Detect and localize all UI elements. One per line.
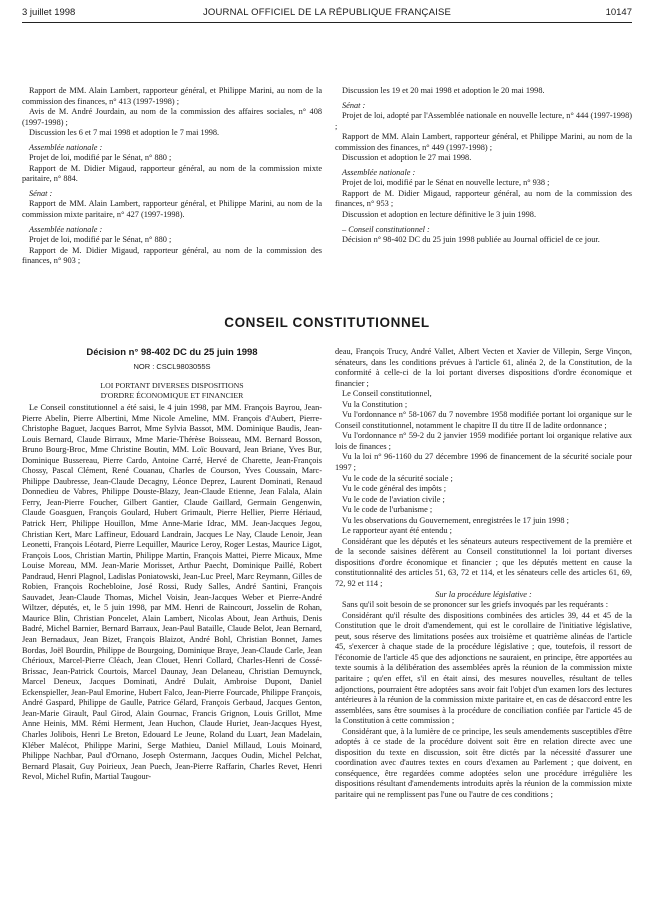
paragraph: Vu la Constitution ; <box>342 399 408 409</box>
paragraph: Vu les observations du Gouvernement, enregistrées le 17 juin 1998 ; <box>342 515 569 525</box>
top-left-column <box>22 86 322 267</box>
section-heading: Assemblée nationale : <box>342 167 416 177</box>
section-heading: Sénat : <box>29 188 53 198</box>
loi-title-line-2: D'ORDRE ÉCONOMIQUE ET FINANCIER <box>100 391 244 400</box>
paragraph: Considérant que les députés et les sénateurs auteurs respectivement de la première et de la seconde saisines défèrent au Conseil constitutionnel la loi portant diverses dispositions d'ordre économique et financier ; que les députés mettent en cause la constitutionnalité des articles 51, 63, 72 et 114, et les sénateurs celle des articles 61, 69, 72, 92 et 114 ; <box>335 536 632 589</box>
paragraph: Rapport de MM. Alain Lambert, rapporteur général, et Philippe Marini, au nom de la commission des finances, n° 413 (1997-1998) ; <box>22 86 322 106</box>
paragraph: Projet de loi, modifié par le Sénat, n° 880 ; <box>29 235 172 245</box>
paragraph: Le rapporteur ayant été entendu ; <box>342 526 452 536</box>
paragraph: Vu le code de l'aviation civile ; <box>342 494 445 504</box>
section-heading: Sur la procédure législative : <box>435 589 532 599</box>
bottom-right-column <box>335 347 632 801</box>
section-heading: Sénat : <box>342 100 366 110</box>
paragraph: Vu le code général des impôts ; <box>342 484 447 494</box>
paragraph: Vu le code de l'urbanisme ; <box>342 505 433 515</box>
paragraph: Discussion et adoption le 27 mai 1998. <box>342 153 472 163</box>
paragraph: Le Conseil constitutionnel a été saisi, le 4 juin 1998, par MM. François Bayrou, Jean-Pierre Abelin, Pierre Albertini, Mme Nicole Ameline, MM. François d'Aubert, Pierre-Christophe Baguet, Jacques Barrot, Mme Sylvia Bassot, MM. Dominique Baudis, Jean-Louis Bernard, Claude Birraux, Mme Marie-Thérèse Boisseau, MM. Bernard Bosson, Bruno Bourg-Broc, Mme Christine Boutin, MM. Loïc Bouvard, Jean Briane, Yves Bur, Dominique Bussereau, Pierre Cardo, Antoine Carré, Hervé de Charette, Jean-François Chossy, Pascal Clément, René Couanau, Charles de Courson, Yves Coussain, Marc-Philippe Daubresse, Jean-Claude Decagny, Léonce Deprez, Laurent Dominati, Renaud Donnedieu de Vabres, Philippe Douste-Blazy, Jean-Claude Etienne, Jean Falala, Alain Ferry, Jean-Pierre Foucher, Gilbert Gantier, Claude Gaillard, Germain Gengenwin, Claude Goasguen, François Goulard, Hubert Grimault, Pierre Hellier, Pierre Hériaud, Patrick Herr, Philippe Houillon, Mme Anne-Marie Idrac, MM. Jean-Jacques Jegou, Christian Kert, Marc Laffineur, Edouard Landrain, Jacques Le Nay, Claude Lenoir, Jean Leonetti, François Léotard, Pierre Lequiller, Maurice Leroy, Roger Lestas, Maurice Ligot, François Loos, Christian Martin, Philippe Martin, François Mattei, Pierre Micaux, Mme Louise Moreau, MM. Jean-Marie Morisset, Arthur Paecht, Dominique Paillé, Robert Pandraud, Henri Plagnol, Ladislas Poniatowski, Jean-Luc Preel, Marc Reymann, Gilles de Robien, François Rochebloine, José Rossi, Rudy Salles, André Santini, François Sauvadet, Jean-Claude Thomas, Michel Voisin, Jean-Jacques Weber et Pierre-André Wiltzer, députés, et, le 5 juin 1998, par MM. Henri de Raincourt, Josselin de Rohan, Maurice Blin, Christian Poncelet, Alain Lambert, Nicolas About, Jean Arthuis, Denis Badré, Michel Barnier, Bernard Barraux, Jean-Paul Bataille, Claude Belot, Jean Bernard, Jean Bernadaux, Jean Bizet, François Blaizot, André Bohl, Christian Bonnet, James Bordas, Joël Bourdin, Philippe de Bourgoing, Dominique Braye, Jean-Claude Carle, Jean Chérioux, Marcel-Pierre Cléach, Jean Clouet, Henri Collard, Charles-Henri de Cossé-Brissac, Jean-Patrick Courtois, Marcel Daunay, Jean Delaneau, Christian Demuynck, Marcel Deneux, Jacques Dominati, André Dulait, Ambroise Dupont, Daniel Eckenspieller, Jean-Paul Emorine, Hubert Falco, Jean-Pierre Fourcade, Philippe François, André Gaspard, Philippe de Gaulle, Patrice Gélard, François Gerbaud, Jacques Genton, Jean-Marie Girault, Paul Girod, Alain Gournac, Francis Grignon, Louis Grillot, Mme Anne Heinis, MM. Rémi Herment, Jean Huchon, Claude Huriet, Jean-Jacques Hyest, Charles Jolibois, Henri Le Breton, Edouard Le Jeune, Roland du Luart, Jean Madelain, Kléber Malécot, Philippe Marini, Serge Mathieu, Daniel Millaud, Louis Moinard, Philippe Nachbar, Paul d'Ornano, Joseph Ostermann, Jacques Oudin, Michel Pelchat, Bernard Plasait, Guy Poirieux, Jean Puech, Jean-Pierre Raffarin, Charles Revet, Henri Revol, Michel Rufin, Martial Taugour- <box>22 403 322 782</box>
page-header <box>22 7 632 23</box>
paragraph: Discussion les 19 et 20 mai 1998 et adoption le 20 mai 1998. <box>342 86 545 95</box>
loi-title <box>22 381 322 401</box>
paragraph: Le Conseil constitutionnel, <box>342 389 432 399</box>
paragraph: Rapport de M. Didier Migaud, rapporteur général, au nom de la commission mixte paritaire, n° 884. <box>22 163 322 184</box>
bottom-left-column <box>22 403 322 783</box>
section-heading: Assemblée nationale : <box>29 224 103 234</box>
section-title: CONSEIL CONSTITUTIONNEL <box>224 315 430 330</box>
header-rule <box>22 22 632 23</box>
paragraph: Discussion et adoption en lecture définitive le 3 juin 1998. <box>342 210 537 220</box>
header-date: 3 juillet 1998 <box>22 7 76 18</box>
paragraph: Décision n° 98-402 DC du 25 juin 1998 publiée au Journal officiel de ce jour. <box>342 235 600 245</box>
nor-reference: NOR : CSCL9803055S <box>133 362 211 371</box>
paragraph: Projet de loi, adopté par l'Assemblée nationale en nouvelle lecture, n° 444 (1997-1998) ; <box>335 111 632 131</box>
paragraph: Vu la loi n° 96-1160 du 27 décembre 1996 de financement de la sécurité sociale pour 1997 ; <box>335 452 632 473</box>
paragraph: Considérant que, à la lumière de ce principe, les seuls amendements susceptibles d'être adoptés à ce stade de la procédure doivent soit être en relation directe avec une disposition du texte en discussion, soit être dictés par la nécessité d'assurer une coordination avec d'autres textes en cours d'examen au Parlement ; que doivent, en conséquence, être regardées comme adoptées selon une procédure irrégulière les dispositions résultant d'amendements introduits après la réunion de la commission mixte paritaire qui ne remplissent pas l'une ou l'autre de ces conditions ; <box>335 726 632 799</box>
paragraph: Considérant qu'il résulte des dispositions combinées des articles 39, 44 et 45 de la Constitution que le droit d'amendement, qui est le corollaire de l'initiative législative, peut, sous réserve des limitations posées aux troisième et quatrième alinéas de l'article 45, s'exercer à chaque stade de la procédure législative ; que, toutefois, il ressort de l'économie de l'article 45 que des adjonctions ne sauraient, en principe, être apportées au texte soumis à la délibération des assemblées après la réunion de la commission mixte paritaire ; qu'en effet, s'il en était ainsi, des mesures nouvelles, résultant de telles adjonctions, pourraient être adoptées sans avoir fait l'objet d'un examen lors des lectures antérieures à la réunion de la commission mixte paritaire et, en cas de désaccord entre les assemblées, sans être soumises à la procédure de conciliation confiée par l'article 45 de la Constitution à cette commission ; <box>335 610 632 726</box>
paragraph: Rapport de M. Didier Migaud, rapporteur général, au nom de la commission des finances, n° 903 ; <box>22 245 322 266</box>
paragraph: deau, François Trucy, André Vallet, Albert Vecten et Xavier de Villepin, Serge Vinçon, sénateurs, dans les conditions prévues à l'article 61, alinéa 2, de la Constitution, de la conformité à celle-ci de la loi portant diverses dispositions d'ordre économique et financier ; <box>335 347 632 388</box>
section-heading: – Conseil constitutionnel : <box>342 224 430 234</box>
paragraph: Discussion les 6 et 7 mai 1998 et adoption le 7 mai 1998. <box>29 128 220 138</box>
header-page-number: 10147 <box>605 7 632 18</box>
paragraph: Avis de M. André Jourdain, au nom de la commission des affaires sociales, n° 408 (1997-1998) ; <box>22 107 322 127</box>
paragraph: Vu l'ordonnance n° 58-1067 du 7 novembre 1958 modifiée portant loi organique sur le Conseil constitutionnel, notamment le chapitre II du titre II de ladite ordonnance ; <box>335 410 632 430</box>
paragraph: Rapport de MM. Alain Lambert, rapporteur général, et Philippe Marini, au nom de la commission mixte paritaire, n° 427 (1997-1998). <box>22 199 322 220</box>
decision-title: Décision n° 98-402 DC du 25 juin 1998 <box>86 347 258 358</box>
paragraph: Vu le code de la sécurité sociale ; <box>342 473 453 483</box>
top-right-column <box>335 86 632 246</box>
paragraph: Projet de loi, modifié par le Sénat, n° 880 ; <box>29 153 172 163</box>
paragraph: Rapport de M. Didier Migaud, rapporteur général, au nom de la commission des finances, n° 953 ; <box>335 188 632 209</box>
loi-title-line-1: LOI PORTANT DIVERSES DISPOSITIONS <box>100 381 244 390</box>
paragraph: Vu l'ordonnance n° 59-2 du 2 janvier 1959 modifiée portant loi organique relative aux lois de finances ; <box>335 431 632 451</box>
paragraph: Rapport de MM. Alain Lambert, rapporteur général, et Philippe Marini, au nom de la commission des finances, n° 449 (1997-1998) ; <box>335 132 632 152</box>
section-heading: Assemblée nationale : <box>29 142 103 152</box>
header-journal-title: JOURNAL OFFICIEL DE LA RÉPUBLIQUE FRANÇAISE <box>202 7 452 18</box>
paragraph: Sans qu'il soit besoin de se prononcer sur les griefs invoqués par les requérants : <box>342 600 609 610</box>
paragraph: Projet de loi, modifié par le Sénat en nouvelle lecture, n° 938 ; <box>342 178 550 188</box>
